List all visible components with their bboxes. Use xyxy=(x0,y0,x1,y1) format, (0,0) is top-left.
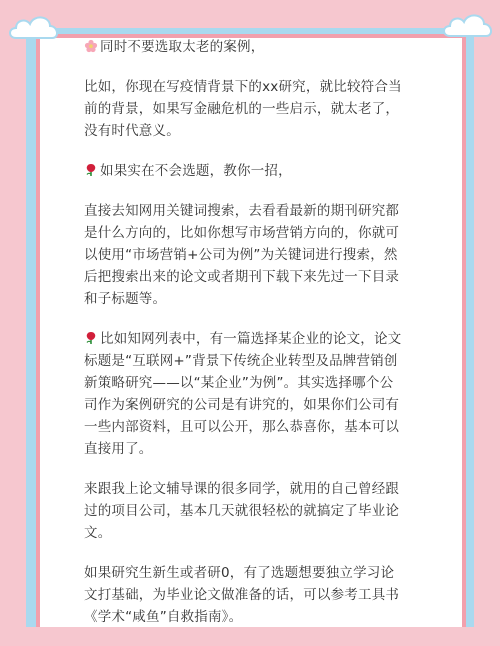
paragraph-text: 同时不要选取太老的案例， xyxy=(100,39,265,55)
paragraph-1 xyxy=(84,36,404,58)
paragraph-2 xyxy=(84,76,404,142)
paragraph-5 xyxy=(84,328,404,460)
pink-flower-icon xyxy=(84,39,98,53)
cloud-icon xyxy=(6,10,62,44)
paragraph-6 xyxy=(84,478,404,544)
paragraph-text: 直接去知网用关键词搜索，去看看最新的期刊研究都是什么方向的，比如你想写市场营销方向的，你就可以使用“市场营销+公司为例”为关键词进行搜索，然后把搜索出来的论文或者期刊下载下来先过一下目录和子标题等。 xyxy=(84,203,400,307)
paragraph-7 xyxy=(84,562,404,628)
paragraph-text: 如果研究生新生或者研0，有了选题想要独立学习论文打基础，为毕业论文做准备的话，可以参考工具书《学术“咸鱼”自救指南》。 xyxy=(84,565,400,625)
paragraph-text: 如果实在不会选题，教你一招， xyxy=(100,163,292,179)
paragraph-4 xyxy=(84,200,404,310)
paragraph-text: 来跟我上论文辅导课的很多同学，就用的自己曾经跟过的项目公司，基本几天就很轻松的就搞定了毕业论文。 xyxy=(84,481,400,541)
red-rose-icon xyxy=(84,163,98,177)
article-content xyxy=(84,36,404,646)
paragraph-text: 比如，你现在写疫情背景下的xx研究，就比较符合当前的背景，如果写金融危机的一些启示，就太老了，没有时代意义。 xyxy=(84,79,402,139)
left-blue-border xyxy=(26,30,36,627)
cloud-icon xyxy=(440,8,496,42)
paragraph-text: 比如知网列表中，有一篇选择某企业的论文，论文标题是“互联网+”背景下传统企业转型及品牌营销创新策略研究——以“某企业”为例”。其实选择哪个公司作为案例研究的公司是有讲究的，如果你们公司有一些内部资料，且可以公开，那么恭喜你，基本可以直接用了。 xyxy=(84,331,402,457)
paragraph-3 xyxy=(84,160,404,182)
red-rose-icon xyxy=(84,331,98,345)
